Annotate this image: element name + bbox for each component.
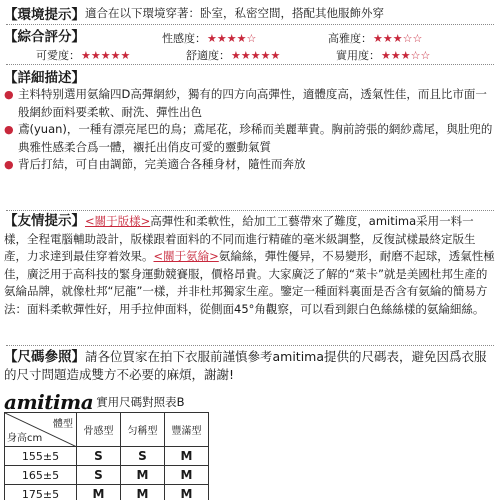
divider [6, 64, 494, 65]
list-item [4, 86, 496, 121]
size-table-title [4, 390, 185, 414]
rating-sexy [162, 30, 256, 46]
column-header: 匀稱型 [121, 413, 165, 447]
table-header-row [5, 413, 209, 447]
height-cell: 175±5 [5, 485, 77, 500]
spandex-link[interactable]: <關于氨綸> [153, 249, 219, 263]
bullet-text: 背后打結，可自由調節，完美適合各種身材，隨性而奔放 [18, 157, 306, 171]
list-item [4, 156, 496, 174]
rating-stars: ★★★★☆ [207, 31, 257, 45]
rating-stars: ★★★★★ [231, 48, 281, 62]
rating-stars: ★★★☆☆ [373, 31, 423, 45]
environment-section [4, 3, 384, 23]
size-cell: M [121, 485, 165, 500]
tips-quote: “尼龍” [107, 284, 143, 298]
details-label: 【詳細描述】 [4, 70, 85, 86]
rating-label: 舒適度： [186, 49, 230, 62]
table-corner-cell [5, 413, 77, 447]
size-cell: M [165, 485, 209, 500]
size-ref-section [4, 348, 496, 384]
size-cell: S [77, 447, 121, 466]
table-row [5, 485, 209, 500]
bullet-text: 鳶(yuan)，一種有漂亮尾巴的鳥；鳶尾花，珍稀而美麗華貴。胸前誇張的網紗鳶尾，與肚兜的典雅性感柔合爲一體，襯托出俏皮可愛的靈動氣質 [18, 122, 493, 154]
bullet-icon: ● [4, 123, 14, 136]
table-row [5, 447, 209, 466]
ratings-label-wrap [4, 25, 85, 45]
environment-text: 適合在以下環境穿著：卧室，私密空間，搭配其他服飾外穿 [85, 6, 384, 20]
corner-bottom-label: 身高cm [7, 433, 43, 444]
bullet-icon: ● [4, 88, 14, 101]
column-header: 豐滿型 [165, 413, 209, 447]
bullet-text: 主料特别選用氨綸四D高彈網紗，獨有的四方向高彈性，適體度高，透氣性佳，而且比市面一般網紗面料要柔軟、耐洗、彈性出色 [18, 87, 487, 119]
size-cell: M [165, 466, 209, 485]
rating-comfort [186, 47, 280, 63]
tips-text: 一樣，并非杜邦獨家生産。鑒定一種面料裏面是否含有氨綸的簡易方法：面料柔軟彈性好，用手拉伸面料，從側面45°角觀察，可以看到銀白色絲絲樣的氨綸細絲。 [4, 284, 488, 316]
details-list [4, 86, 496, 174]
size-ref-text: 請各位買家在拍下衣服前謹慎參考amitima提供的尺碼表，避免因爲衣服的尺寸問題造成雙方不必要的麻煩，謝謝! [4, 349, 487, 382]
size-ref-label: 【尺碼參照】 [4, 349, 85, 365]
list-item [4, 121, 496, 156]
rating-elegance [328, 30, 422, 46]
table-caption: 實用尺碼對照表B [96, 395, 185, 409]
tips-label: 【友情提示】 [4, 213, 85, 229]
bullet-icon: ● [4, 158, 14, 171]
corner-top-label: 體型 [53, 419, 73, 430]
rating-stars: ★★★☆☆ [381, 48, 431, 62]
size-cell: M [121, 466, 165, 485]
ratings-label: 【綜合評分】 [4, 29, 85, 45]
rating-label: 實用度： [336, 49, 380, 62]
height-cell: 165±5 [5, 466, 77, 485]
rating-cute [36, 47, 130, 63]
rating-label: 可愛度： [36, 49, 80, 62]
rating-practical [336, 47, 430, 63]
height-cell: 155±5 [5, 447, 77, 466]
tips-text: 氨綸絲，彈性優异，不易變形，耐磨不起球，透氣性極佳，廣泛用于高科技的緊身運動競賽服，價格昂貴。大家廣泛了解的 [4, 249, 495, 281]
details-label-wrap [4, 66, 85, 86]
size-cell: M [165, 447, 209, 466]
table-row [5, 466, 209, 485]
tips-quote: “萊卡” [349, 266, 384, 281]
tips-text: 就是美國杜邦生產的氨綸品牌，就像杜邦 [4, 266, 488, 298]
environment-label: 【環境提示】 [4, 7, 85, 23]
size-cell: M [77, 485, 121, 500]
size-cell: S [77, 466, 121, 485]
brand-logo: amitima [4, 390, 94, 414]
divider [6, 345, 494, 346]
tips-text: 高彈性和柔軟性，給加工工藝帶來了難度，amitima采用一料一樣，全程電腦輔助設計，版樣跟着面料的不同而進行精確的毫米級調整，反復試樣最終定版生產，力求達到最佳穿着效果。 [4, 214, 476, 263]
tips-section [4, 213, 496, 318]
divider [6, 210, 494, 211]
pattern-link[interactable]: <關于版樣> [85, 214, 151, 228]
rating-label: 高雅度： [328, 32, 372, 45]
size-cell: S [121, 447, 165, 466]
column-header: 骨感型 [77, 413, 121, 447]
rating-stars: ★★★★★ [81, 48, 131, 62]
rating-label: 性感度： [162, 32, 206, 45]
size-table [4, 412, 209, 500]
